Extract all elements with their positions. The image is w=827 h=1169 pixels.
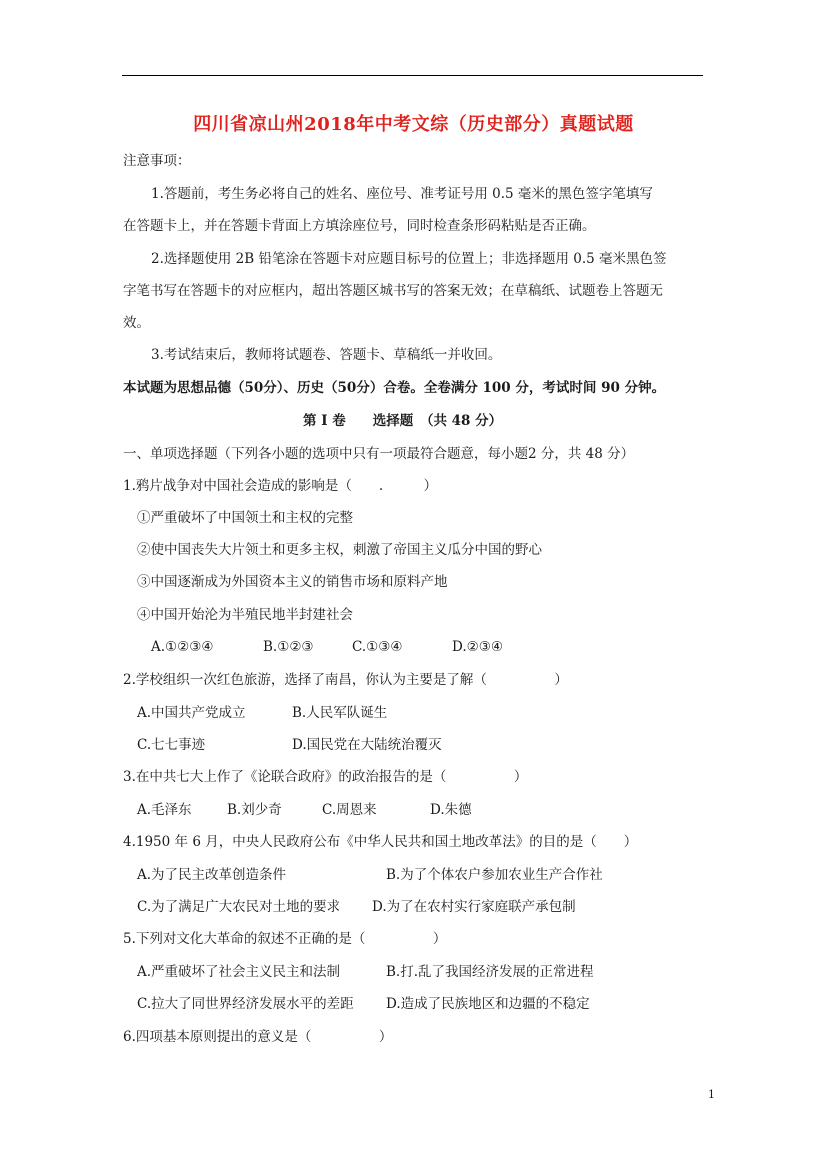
q3-option-c: C.周恩来	[322, 802, 377, 818]
notice-line-2: 在答题卡上，并在答题卡背面上方填涂座位号，同时检查条形码粘贴是否正确。	[123, 218, 596, 234]
q6-stem: 6.四项基本原则提出的意义是（ ）	[123, 1029, 393, 1045]
composition-note: 本试题为思想品德（50分）、历史（50分）合卷。全卷满分 100 分，考试时间 90 分钟。	[123, 380, 666, 396]
q5-option-d: D.造成了民族地区和边疆的不稳定	[386, 996, 590, 1012]
q4-stem: 4.1950 年 6 月，中央人民政府公布《中华人民共和国土地改革法》的目的是（ ）	[123, 834, 638, 850]
q1-item-3: ③中国逐渐成为外国资本主义的销售市场和原料产地	[137, 574, 448, 590]
q4-option-a: A.为了民主改革创造条件	[137, 867, 287, 883]
q1-item-2: ②使中国丧失大片领土和更多主权，刺激了帝国主义瓜分中国的野心	[137, 542, 542, 558]
q5-option-c: C.拉大了同世界经济发展水平的差距	[137, 996, 354, 1012]
notice-line-6: 3.考试结束后，教师将试题卷、答题卡、草稿纸一并收回。	[151, 347, 502, 363]
q4-option-c: C.为了满足广大农民对土地的要求	[137, 899, 341, 915]
notice-heading: 注意事项：	[123, 153, 191, 169]
notice-line-5: 效。	[123, 315, 150, 331]
part-heading: 一、单项选择题（下列各小题的选项中只有一项最符合题意，每小题2 分，共 48 分）	[123, 446, 635, 462]
q1-stem: 1.鸦片战争对中国社会造成的影响是（ . ）	[123, 478, 438, 494]
q3-option-a: A.毛泽东	[137, 802, 192, 818]
notice-line-1: 1.答题前，考生务必将自己的姓名、座位号、准考证号用 0.5 毫米的黑色签字笔填写	[151, 186, 653, 202]
q2-option-b: B.人民军队诞生	[292, 705, 388, 721]
q1-option-c: C.①③④	[352, 639, 403, 655]
q5-stem: 5.下列对文化大革命的叙述不正确的是（ ）	[123, 931, 447, 947]
notice-line-3: 2.选择题使用 2B 铅笔涂在答题卡对应题目标号的位置上；非选择题用 0.5 毫米黑色签	[151, 251, 667, 267]
q2-stem: 2.学校组织一次红色旅游，选择了南昌，你认为主要是了解（ ）	[123, 672, 568, 688]
q3-option-b: B.刘少奇	[227, 802, 282, 818]
page-title: 四川省凉山州2018年中考文综（历史部分）真题试题	[193, 114, 634, 135]
q5-option-a: A.严重破坏了社会主义民主和法制	[137, 964, 341, 980]
q2-option-d: D.国民党在大陆统治覆灭	[292, 737, 442, 753]
q4-option-d: D.为了在农村实行家庭联产承包制	[372, 899, 576, 915]
header-rule	[122, 75, 703, 76]
q1-item-1: ①严重破坏了中国领土和主权的完整	[137, 510, 353, 526]
q3-stem: 3.在中共七大上作了《论联合政府》的政治报告的是（ ）	[123, 769, 528, 785]
q1-option-d: D.②③④	[452, 639, 503, 655]
q1-option-b: B.①②③	[263, 639, 314, 655]
q1-item-4: ④中国开始沦为半殖民地半封建社会	[137, 607, 353, 623]
notice-line-4: 字笔书写在答题卡的对应框内，超出答题区城书写的答案无效；在草稿纸、试题卷上答题无	[123, 283, 663, 299]
q2-option-c: C.七七事迹	[137, 737, 206, 753]
section-heading: 第 I 卷 选择题 （共 48 分）	[303, 413, 503, 429]
q3-option-d: D.朱德	[430, 802, 472, 818]
q1-option-a: A.①②③④	[151, 639, 214, 655]
q5-option-b: B.打.乱了我国经济发展的正常进程	[386, 964, 594, 980]
q4-option-b: B.为了个体农户参加农业生产合作社	[386, 867, 603, 883]
q2-option-a: A.中国共产党成立	[137, 705, 246, 721]
page-number: 1	[708, 1088, 715, 1101]
